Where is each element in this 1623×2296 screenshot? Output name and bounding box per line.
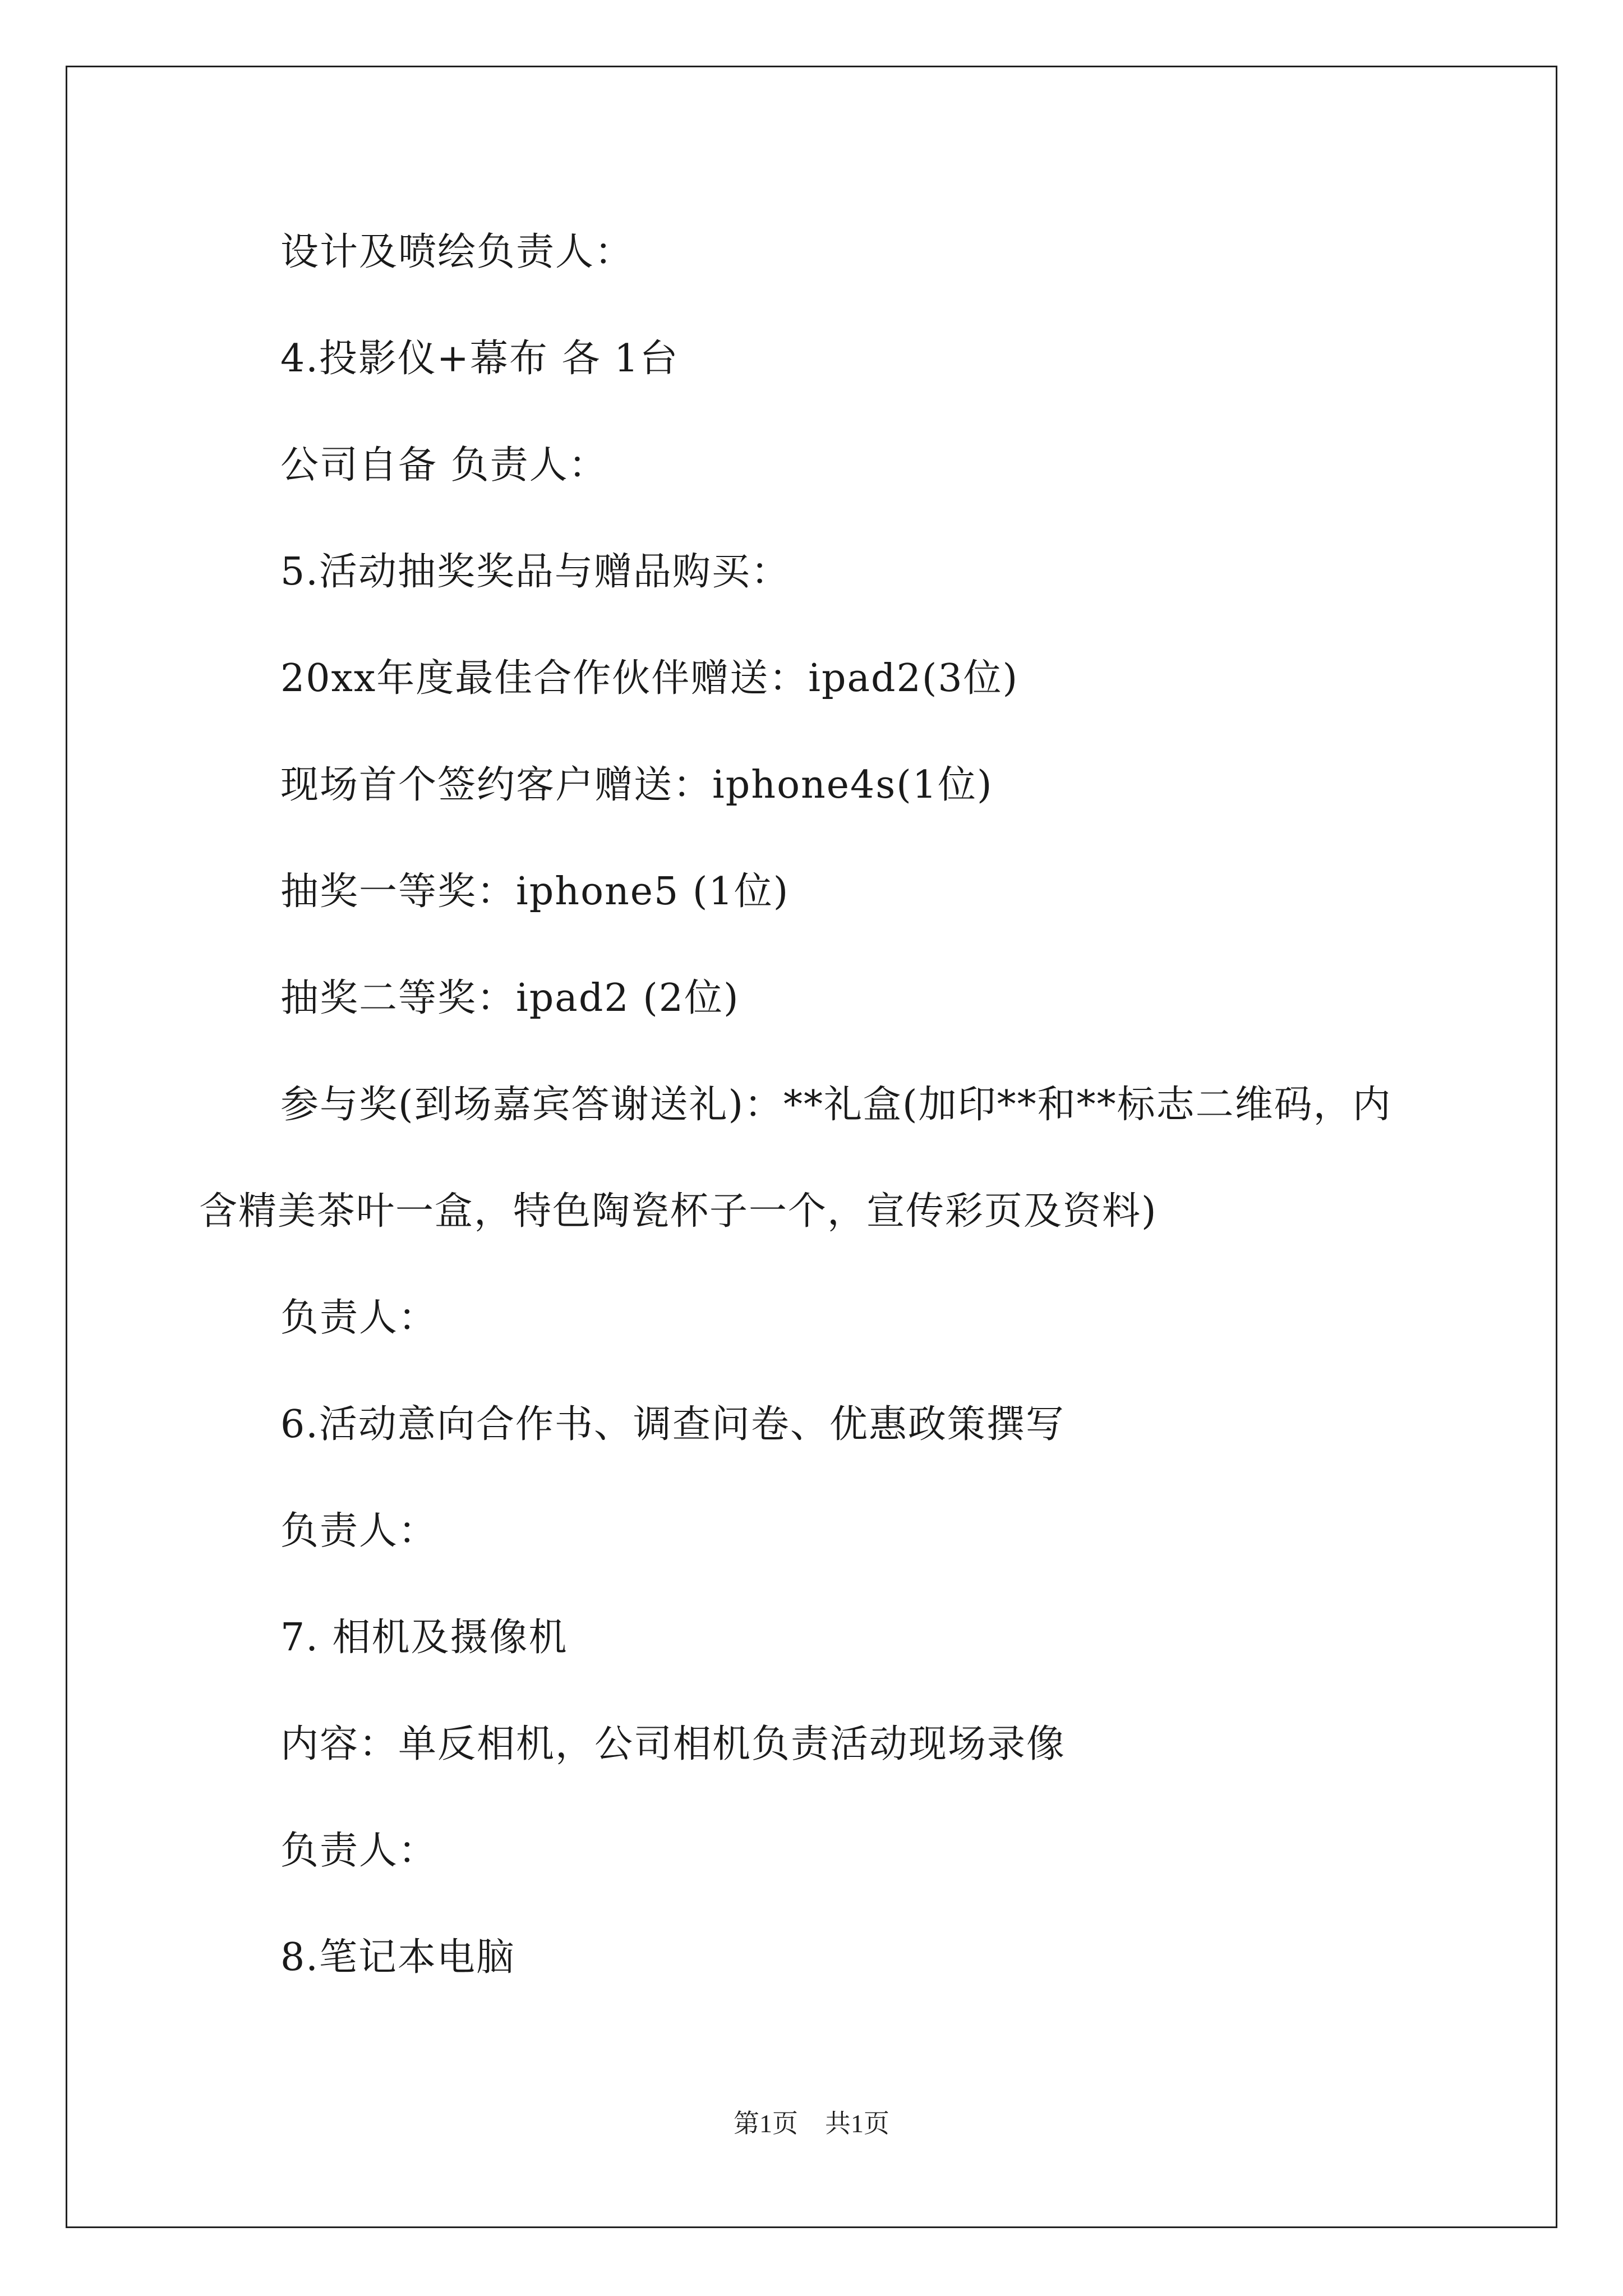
page-number-current: 第1页 [734, 2109, 798, 2138]
doc-line-prizes-heading: 5.活动抽奖奖品与赠品购买： [280, 550, 790, 594]
doc-line-camera-heading: 7. 相机及摄像机 [280, 1616, 568, 1660]
doc-line-participation-prize-cont: 含精美茶叶一盒，特色陶瓷杯子一个，宣传彩页及资料) [199, 1189, 1158, 1234]
doc-line-projector: 4.投影仪+幕布 各 1台 [280, 337, 679, 381]
doc-line-first-prize: 抽奖一等奖：iphone5 (1位) [280, 869, 790, 914]
doc-line-design-owner: 设计及喷绘负责人： [280, 230, 634, 274]
doc-line-laptop-heading: 8.笔记本电脑 [280, 1935, 515, 1980]
page-footer [0, 2107, 1623, 2141]
doc-line-first-signing-prize: 现场首个签约客户赠送：iphone4s(1位) [280, 763, 993, 807]
doc-line-company-provided: 公司自备 负责人： [280, 443, 608, 487]
doc-line-best-partner-prize: 20xx年度最佳合作伙伴赠送：ipad2(3位) [280, 656, 1019, 701]
page-border [66, 66, 1557, 2228]
doc-line-owner: 负责人： [280, 1296, 438, 1340]
doc-line-second-prize: 抽奖二等奖：ipad2 (2位) [280, 976, 740, 1020]
doc-line-participation-prize: 参与奖(到场嘉宾答谢送礼)：**礼盒(加印**和**标志二维码，内 [280, 1083, 1392, 1127]
page-number-total: 共1页 [825, 2109, 889, 2138]
doc-line-owner: 负责人： [280, 1509, 438, 1553]
doc-line-camera-content: 内容：单反相机，公司相机负责活动现场录像 [280, 1722, 1066, 1766]
doc-line-owner: 负责人： [280, 1829, 438, 1873]
doc-line-documents-heading: 6.活动意向合作书、调查问卷、优惠政策撰写 [280, 1402, 1065, 1447]
